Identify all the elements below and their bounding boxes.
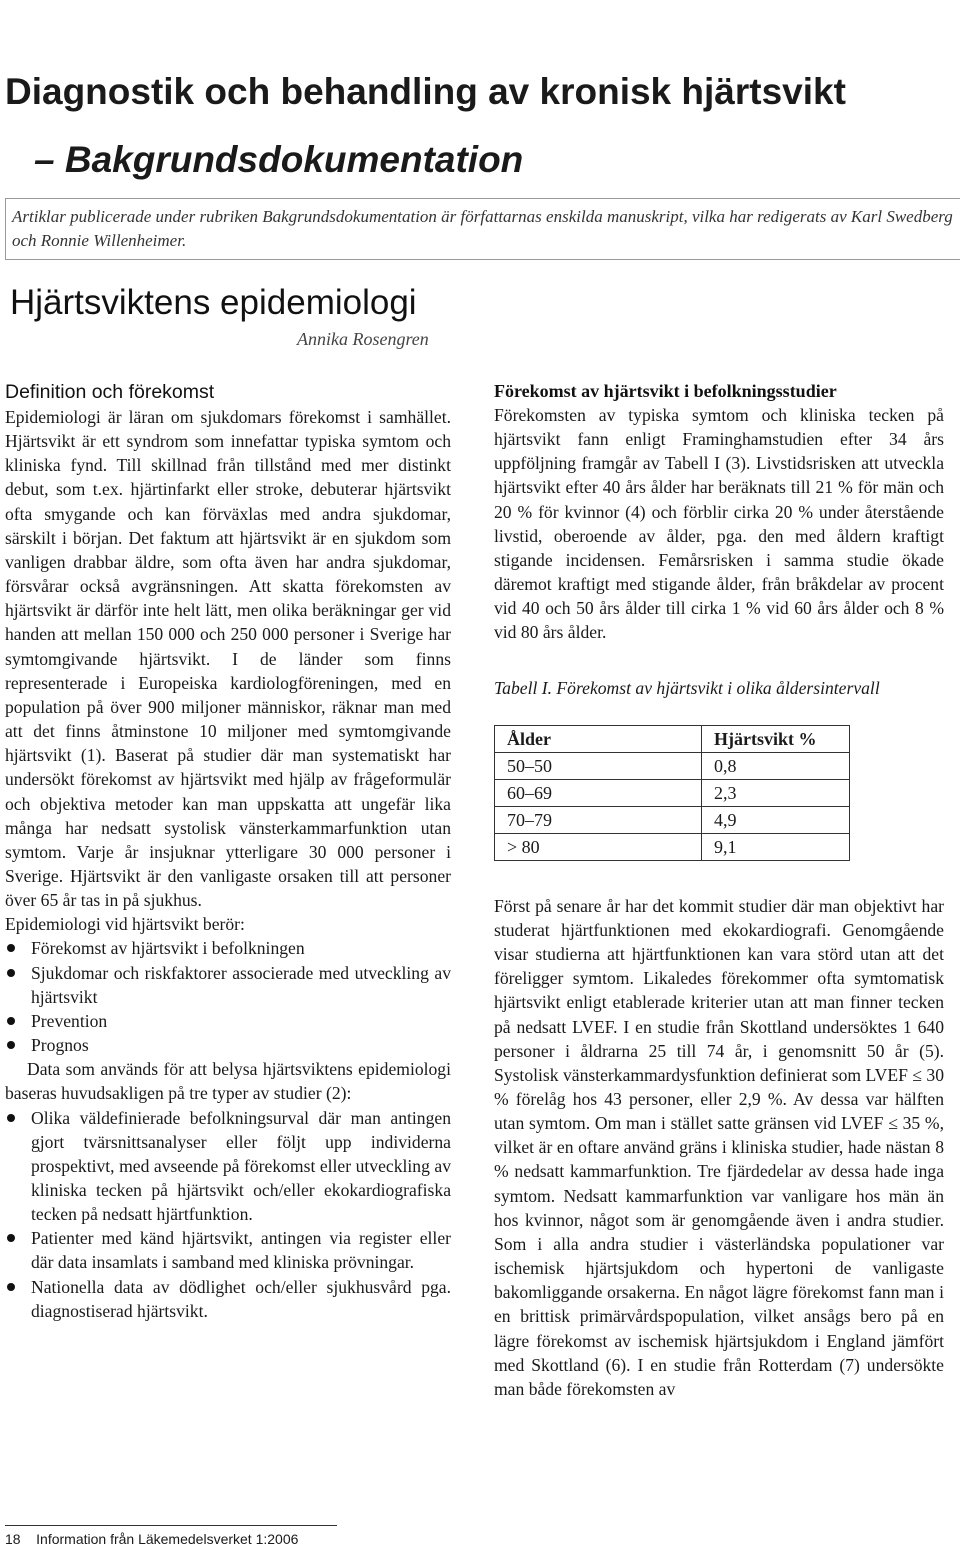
intro-box [5,198,960,260]
column-header-age: Ålder [495,725,702,752]
list-item: Olika väldefinierade befolkningsurval där man antingen gjort tvärsnittsanalyser eller följt upp individerna prospektivt, med avseende på förekomst eller utveckling av kliniska tecken på hjärtsvikt och/eller ekokardiografiska tecken på nedsatt hjärtfunktion. [5,1106,451,1227]
table-row [495,806,850,833]
right-heading: Förekomst av hjärtsvikt i befolkningsstudier [494,381,837,401]
list-item: Förekomst av hjärtsvikt i befolkningen [5,936,451,960]
table-cell: 4,9 [702,806,850,833]
list-item: Prognos [5,1033,451,1057]
table-cell: 70–79 [495,806,702,833]
bullet-icon [7,1041,15,1049]
bullet-icon [7,1017,15,1025]
table-cell: 60–69 [495,779,702,806]
table-row [495,752,850,779]
document-subtitle: – Bakgrundsdokumentation [34,139,524,180]
page-number: 18 [5,1531,21,1547]
table-cell: 2,3 [702,779,850,806]
column-header-prevalence: Hjärtsvikt % [702,725,850,752]
bullet-icon [7,1234,15,1242]
table-caption: Tabell I. Förekomst av hjärtsvikt i olika åldersintervall [494,677,880,698]
bullet-icon [7,1114,15,1122]
list-item: Patienter med känd hjärtsvikt, antingen via register eller där data insamlats i samband med kliniska prövningar. [5,1226,451,1274]
bullet-icon [7,944,15,952]
prevalence-table [494,725,850,861]
footer-divider [5,1525,337,1526]
list-item: Sjukdomar och riskfaktorer associerade med utveckling av hjärtsvikt [5,961,451,1009]
epidemiology-list [5,936,451,1057]
section-title: Hjärtsviktens epidemiologi [10,283,417,322]
bullet-icon [7,1283,15,1291]
list-item: Prevention [5,1009,451,1033]
table-row [495,833,850,860]
left-heading: Definition och förekomst [5,381,215,403]
right-column [494,379,944,1401]
right-paragraph-1: Förekomsten av typiska symtom och kliniska tecken på hjärtsvikt fann enligt Framinghamstudien efter 34 års uppföljning framgår av Tabell I (3). Livstidsrisken att utveckla hjärtsvikt efter 40 års ålder har beräknats till 21 % för män och 20 % för kvinnor (4) och förblir cirka 20 % under återstående livstid, oberoende av ålder, pga. den med åldern kraftigt stigande incidensen. Femårsrisken i samma studie ökade däremot kraftigt med stigande ålder, från bråkdelar av procent vid 40 och 50 års ålder till cirka 1 % vid 60 års ålder och 8 % vid 80 års ålder. [494,405,944,643]
right-paragraph-2: Först på senare år har det kommit studier där man objektivt har studerat hjärtfunktionen med ekokardiografi. Genomgående visar studierna att hjärtfunktionen kan vara störd utan att det föreligger symtom. Likaledes förekommer ofta symtomatisk hjärtsvikt enligt etablerade kriterier utan att man finner tecken på nedsatt LVEF. I en studie från Skottland undersöktes 1 640 personer i åldrarna 25 till 74 år, i genomsnitt 50 år (5). Systolisk vänsterkammardysfunktion definierat som LVEF ≤ 30 % förelåg hos 43 personer, eller 2,9 %. Av dessa var hälften utan symtom. Om man i stället satte gränsen vid LVEF ≤ 35 %, vilket är en oftare använd gräns i kliniska studier, hade nästan 8 % nedsatt kammarfunktion. Tre fjärdedelar av dessa hade inga symtom. Nedsatt kammarfunktion var vanligare hos män än hos kvinnor, något som är genomgående även i andra studier. Som i alla andra studier i västerländska populationer var ischemisk hjärtsjukdom och hypertoni de vanligaste bakomliggande orsakerna. En något lägre förekomst fann man i en brittisk primärvårdspopulation, vilket ansågs bero på en lägre förekomst av ischemisk hjärtsjukdom i England jämfört med Skottland (6). I en studie från Rotterdam (7) undersökte man både förekomsten av [494,895,944,1399]
table-cell: > 80 [495,833,702,860]
study-types-list [5,1106,451,1323]
author-name: Annika Rosengren [297,329,429,349]
table-header-row [495,725,850,752]
bullet-icon [7,969,15,977]
table-cell: 9,1 [702,833,850,860]
page-footer [5,1531,298,1547]
document-title: Diagnostik och behandling av kronisk hjärtsvikt [5,71,846,112]
left-paragraph-1: Epidemiologi är läran om sjukdomars förekomst i samhället. Hjärtsvikt är ett syndrom som innefattar typiska symtom och kliniska fynd. Till skillnad från tillstånd med mer distinkt debut, som t.ex. hjärtinfarkt eller stroke, debuterar hjärtsvikt ofta smygande och kan förväxlas med andra sjukdomar, särskilt i början. Det faktum att hjärtsvikt är en sjukdom som vanligen drabbar äldre, som ofta även har andra sjukdomar, försvårar också avgränsningen. Att skatta förekomsten av hjärtsvikt är därför inte helt lätt, men olika beräkningar ger vid handen att mellan 150 000 och 250 000 personer i Sverige har symtomgivande hjärtsvikt. I de länder som finns representerade i Europeiska kardiologföreningen, med en population på över 900 miljoner människor, räknar man med att det finns åtminstone 10 miljoner med symtomgivande hjärtsvikt (1). Baserat på studier där man systematiskt har undersökt förekomst av hjärtsvikt med hjälp av frågeformulär och objektiva metoder kan man uppskatta att ungefär lika många har nedsatt systolisk vänsterkammarfunktion utan symtom. Varje år insjuknar ytterligare 30 000 personer i Sverige. Hjärtsvikt är den vanligaste orsaken till att personer över 65 år tas in på sjukhus. [5,407,451,911]
publication-name: Information från Läkemedelsverket 1:2006 [36,1531,299,1547]
intro-text: Artiklar publicerade under rubriken Bakgrundsdokumentation är författarnas enskilda manuskript, vilka har redigerats av Karl Swedberg och Ronnie Willenheimer. [12,207,953,250]
table-cell: 50–50 [495,752,702,779]
table-row [495,779,850,806]
left-paragraph-2: Data som används för att belysa hjärtsviktens epidemiologi baseras huvudsakligen på tre typer av studier (2): [5,1059,451,1104]
table-cell: 0,8 [702,752,850,779]
list-intro: Epidemiologi vid hjärtsvikt berör: [5,914,245,935]
list-item: Nationella data av dödlighet och/eller sjukhusvård pga. diagnostiserad hjärtsvikt. [5,1275,451,1323]
left-column [5,379,451,1323]
